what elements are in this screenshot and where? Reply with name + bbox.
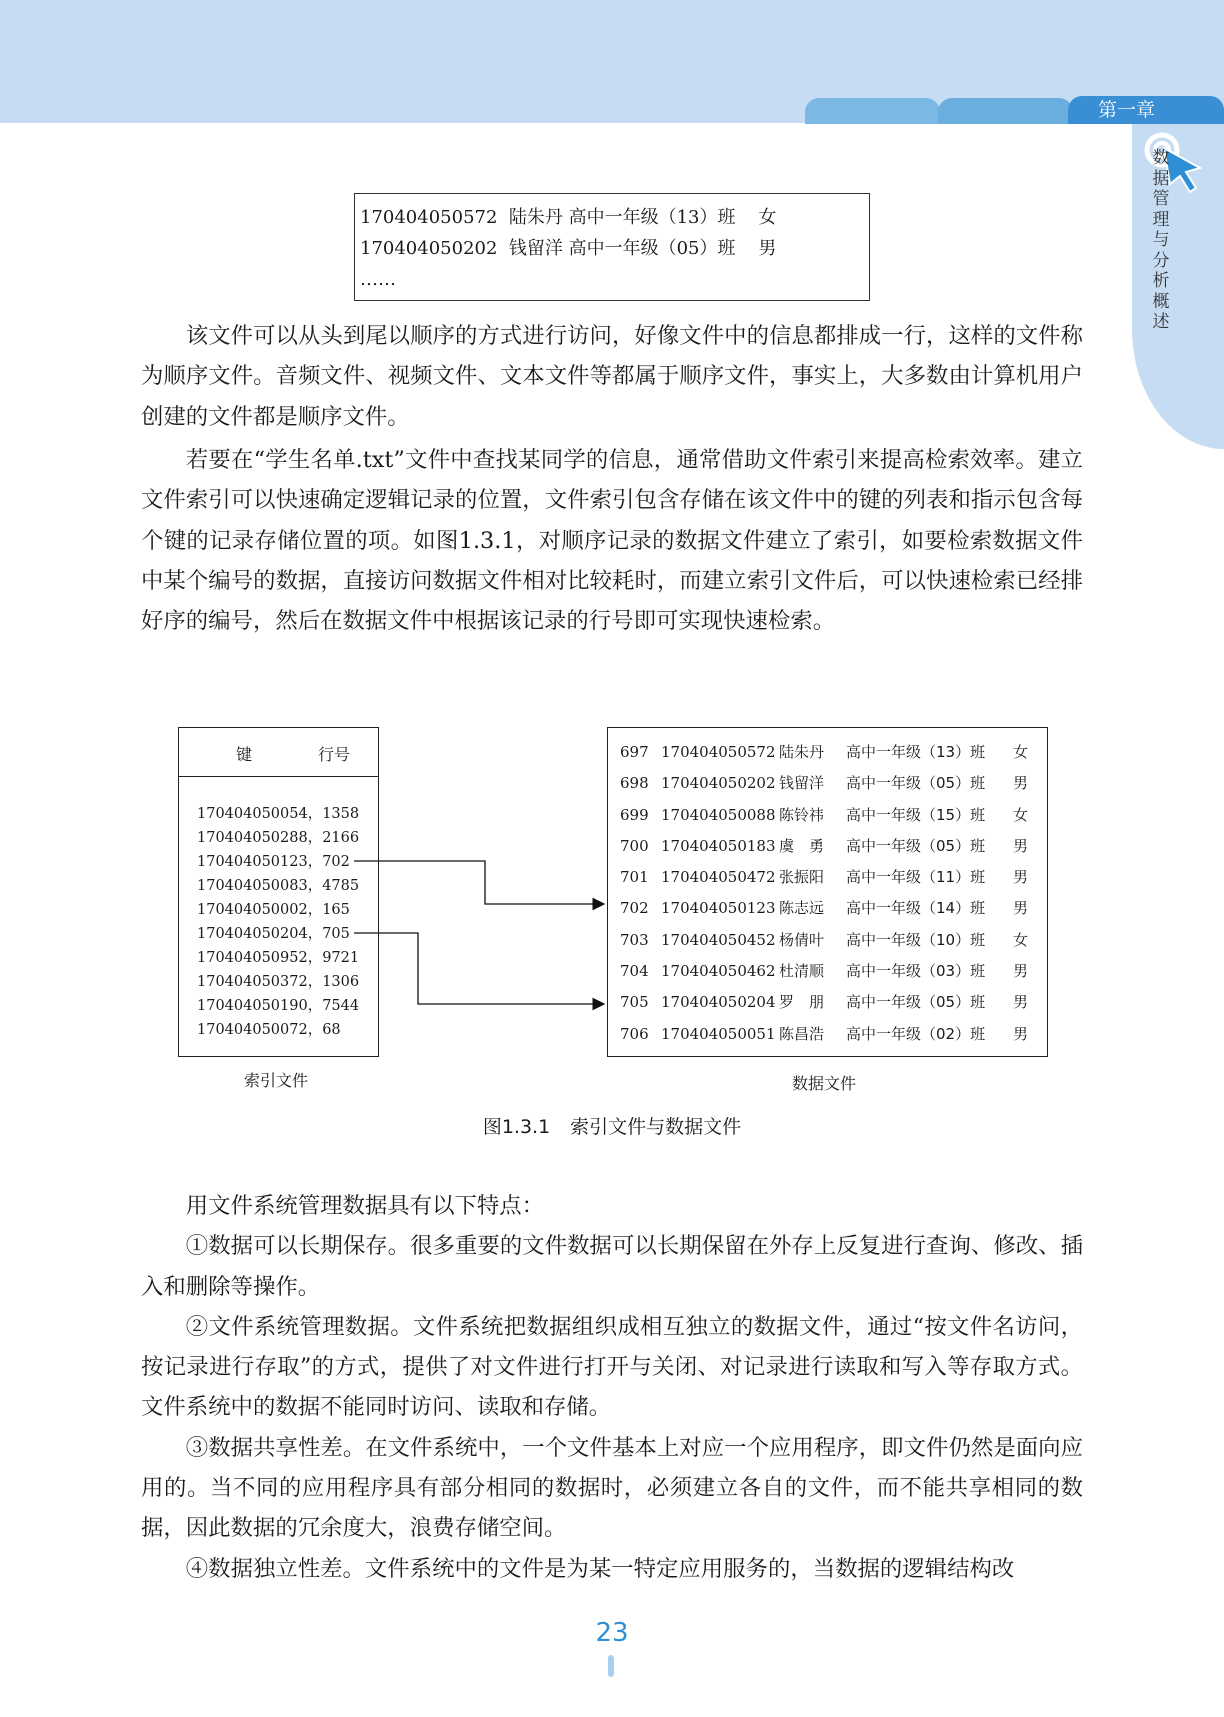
index-row: 170404050072，68	[197, 1022, 341, 1038]
paragraph-text: 该文件可以从头到尾以顺序的方式进行访问，好像文件中的信息都排成一行，这样的文件称为顺序文件。音频文件、视频文件、文本文件等都属于顺序文件，事实上，大多数由计算机用户创建的文件都是顺序文件。	[141, 323, 1083, 430]
data-row-sex: 男	[1013, 993, 1029, 1012]
data-row-id: 170404050088	[661, 805, 776, 824]
sample-record-line: 170404050202 钱留洋 高中一年级（05）班 男	[360, 238, 777, 259]
data-row-class: 高中一年级（14）班	[846, 899, 986, 918]
index-row: 170404050083，4785	[197, 878, 360, 894]
data-row-class: 高中一年级（11）班	[846, 868, 986, 887]
arrow-to-row-702	[354, 861, 604, 904]
paragraph-text: 若要在“学生名单.txt”文件中查找某同学的信息，通常借助文件索引来提高检索效率。建立文件索引可以快速确定逻辑记录的位置，文件索引包含存储在该文件中的键的列表和指示包含每个键的记录存储位置的项。如图1.3.1，对顺序记录的数据文件建立了索引，如要检索数据文件中某个编号的数据，直接访问数据文件相对比较耗时，而建立索引文件后，可以快速检索已经排好序的编号，然后在数据文件中根据该记录的行号即可实现快速检索。	[141, 447, 1083, 635]
page-number: 23	[595, 1618, 629, 1648]
data-row-class: 高中一年级（13）班	[846, 743, 986, 761]
figure-caption	[0, 1112, 1224, 1139]
data-row-name: 杨倩叶	[779, 930, 825, 949]
data-row-sex: 女	[1013, 743, 1029, 761]
data-row-sex: 女	[1013, 805, 1029, 824]
features-section	[141, 1186, 1083, 1589]
data-row-sex: 男	[1013, 1024, 1029, 1043]
data-row-name: 陆朱丹	[779, 743, 825, 761]
index-line-header: 行号	[318, 745, 351, 764]
data-row-name: 钱留洋	[779, 774, 825, 793]
data-row-class: 高中一年级（05）班	[846, 993, 986, 1012]
data-file-label: 数据文件	[792, 1074, 857, 1093]
data-row-number: 705	[620, 993, 649, 1012]
paragraph-text: ③数据共享性差。在文件系统中，一个文件基本上对应一个应用程序，即文件仍然是面向应用的。当不同的应用程序具有部分相同的数据时，必须建立各自的文件，而不能共享相同的数据，因此数据的冗余度大，浪费存储空间。	[141, 1434, 1083, 1542]
data-row-id: 170404050051	[661, 1024, 776, 1043]
data-row-sex: 男	[1013, 899, 1029, 918]
data-row-id: 170404050452	[661, 930, 776, 949]
data-row-id: 170404050204	[661, 993, 776, 1012]
data-row-id: 170404050202	[661, 774, 776, 793]
sample-record-line: 170404050572 陆朱丹 高中一年级（13）班 女	[360, 207, 777, 228]
data-row-class: 高中一年级（15）班	[846, 805, 986, 824]
index-row: 170404050288，2166	[197, 830, 360, 846]
data-row-number: 701	[620, 868, 649, 887]
data-row-name: 陈志远	[779, 899, 825, 918]
chapter-label: 第一章	[1068, 96, 1224, 124]
data-row-id: 170404050183	[661, 836, 776, 855]
data-row-id: 170404050472	[661, 868, 776, 887]
data-row-id: 170404050123	[661, 899, 776, 918]
paragraph-text: 用文件系统管理数据具有以下特点：	[185, 1193, 545, 1219]
arrow-to-row-705	[354, 933, 604, 1004]
index-row: 170404050123，702	[197, 854, 350, 870]
index-row: 170404050372，1306	[197, 974, 360, 990]
index-row: 170404050054，1358	[197, 806, 360, 822]
data-row-id: 170404050462	[661, 962, 776, 981]
data-row-sex: 女	[1013, 930, 1029, 949]
index-row: 170404050002，165	[197, 902, 350, 918]
data-row-name: 陈铃祎	[779, 805, 825, 824]
data-row-number: 699	[620, 805, 649, 824]
data-row-sex: 男	[1013, 962, 1029, 981]
data-row-name: 陈昌浩	[779, 1024, 825, 1043]
index-row: 170404050952，9721	[197, 950, 360, 966]
data-row-number: 698	[620, 774, 649, 793]
paragraph-text: ②文件系统管理数据。文件系统把数据组织成相互独立的数据文件，通过“按文件名访问，按记录进行存取”的方式，提供了对文件进行打开与关闭、对记录进行读取和写入等存取方式。文件系统中的数据不能同时访问、读取和存储。	[141, 1313, 1083, 1421]
data-row-name: 虞 勇	[779, 836, 825, 855]
data-row-sex: 男	[1013, 774, 1029, 793]
data-row-class: 高中一年级（10）班	[846, 930, 986, 949]
side-section-title: 数据管理与分析概述	[1152, 148, 1170, 332]
data-row-number: 700	[620, 836, 649, 855]
data-row-number: 702	[620, 899, 649, 918]
data-row-id: 170404050572	[661, 743, 776, 761]
data-row-class: 高中一年级（02）班	[846, 1024, 986, 1043]
data-row-number: 704	[620, 962, 649, 981]
index-file-label: 索引文件	[244, 1071, 309, 1090]
index-row: 170404050204，705	[197, 926, 350, 942]
data-row-sex: 男	[1013, 868, 1029, 887]
data-row-sex: 男	[1013, 836, 1029, 855]
data-row-name: 张振阳	[779, 868, 825, 887]
figure-number: 图1.3.1	[482, 1116, 551, 1138]
sample-record-ellipsis: ……	[360, 269, 396, 290]
data-row-number: 703	[620, 930, 649, 949]
figure-title: 索引文件与数据文件	[570, 1116, 742, 1138]
index-key-header: 键	[236, 745, 253, 764]
data-row-number: 697	[620, 743, 649, 761]
data-row-number: 706	[620, 1024, 649, 1043]
data-row-name: 罗 朋	[779, 993, 825, 1012]
data-row-class: 高中一年级（05）班	[846, 774, 986, 793]
index-row: 170404050190，7544	[197, 998, 360, 1014]
paragraph-text: ①数据可以长期保存。很多重要的文件数据可以长期保留在外存上反复进行查询、修改、插入和删除等操作。	[141, 1233, 1083, 1300]
data-row-name: 杜清顺	[779, 962, 825, 981]
data-row-class: 高中一年级（03）班	[846, 962, 986, 981]
paragraph-text: ④数据独立性差。文件系统中的文件是为某一特定应用服务的，当数据的逻辑结构改	[185, 1555, 1015, 1582]
page-number-bar	[608, 1655, 614, 1677]
data-row-class: 高中一年级（05）班	[846, 836, 986, 855]
